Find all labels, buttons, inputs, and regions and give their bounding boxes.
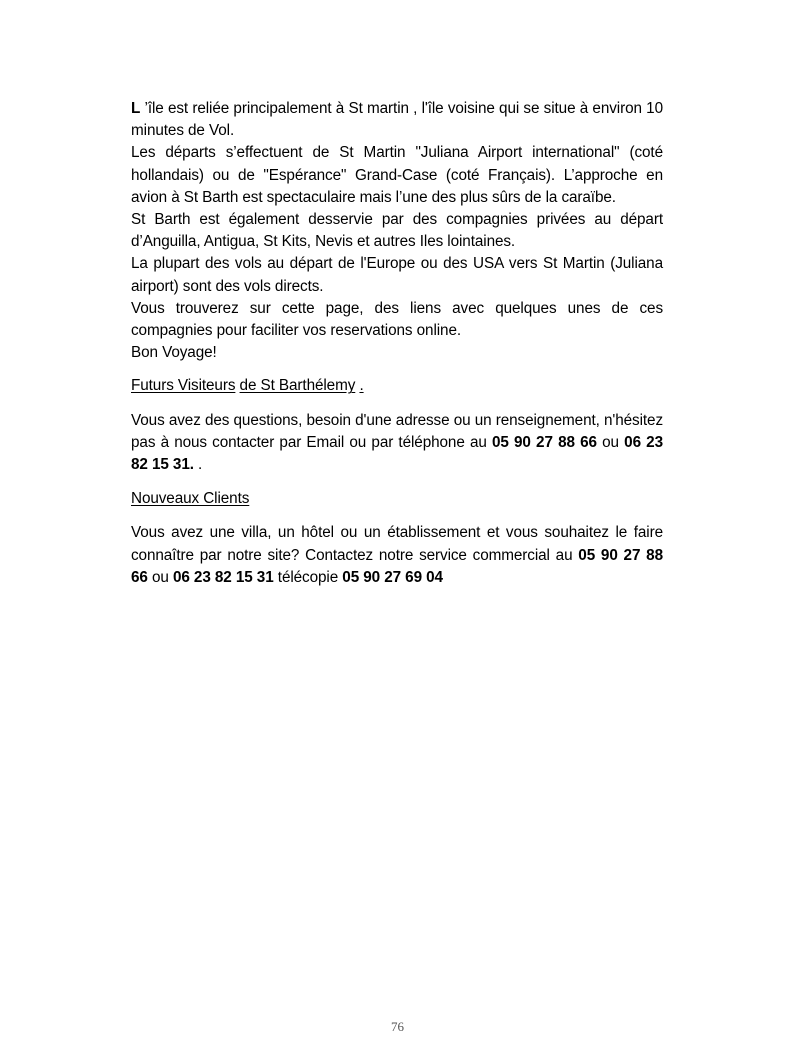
clients-fax: 05 90 27 69 04 — [342, 568, 443, 586]
page-number: 76 — [391, 1019, 404, 1034]
intro-paragraph-6: Bon Voyage! — [131, 344, 217, 362]
st-barthelemy-link[interactable]: de St Barthélemy — [239, 377, 356, 395]
page-content — [131, 98, 663, 589]
clients-fax-label: télécopie — [273, 568, 343, 586]
visitors-heading — [131, 375, 663, 397]
intro-paragraph-2: Les départs s’effectuent de St Martin "Juliana Airport international" (coté hollandais) ou de "Espérance" Grand-Case (coté Français). L’approche en avion à St Barth est spectaculaire mais l’une des plus sûrs de la caraïbe. — [131, 144, 663, 206]
clients-or: ou — [147, 568, 173, 586]
drop-letter: L — [131, 100, 141, 117]
intro-text-1: ’île est reliée principalement à St martin , l'île voisine qui se situe à environ 10 minutes de Vol. — [131, 100, 663, 140]
intro-paragraph-3: St Barth est également desservie par des compagnies privées au départ d’Anguilla, Antigua, St Kits, Nevis et autres Iles lointaines. — [131, 211, 663, 251]
visitors-or: ou — [596, 433, 625, 451]
intro-paragraph-5: Vous trouverez sur cette page, des liens avec quelques unes de ces compagnies pour faciliter vos reservations online. — [131, 299, 663, 340]
clients-paragraph — [131, 522, 663, 589]
clients-phone-2: 06 23 82 15 31 — [172, 568, 274, 586]
intro-paragraph-1 — [131, 98, 663, 142]
clients-text: Vous avez une villa, un hôtel ou un établissement et vous souhaitez le faire connaître par notre site? Contactez notre service commercial au — [131, 524, 663, 564]
intro-section — [131, 98, 663, 364]
visitors-phone-1: 05 90 27 88 66 — [491, 433, 597, 451]
clients-phone-1: 05 90 27 88 66 — [131, 546, 663, 586]
clients-heading — [131, 488, 663, 510]
visitors-phone-2: 06 23 82 15 31. — [131, 433, 663, 474]
nouveaux-clients-link[interactable]: Nouveaux Clients — [131, 490, 250, 508]
visitors-trail: . — [193, 456, 203, 474]
visitors-paragraph — [131, 410, 663, 477]
intro-paragraph-4: La plupart des vols au départ de l'Europe ou des USA vers St Martin (Juliana airport) sont des vols directs. — [131, 255, 663, 295]
visitors-dot-link[interactable]: . — [359, 377, 364, 395]
visitors-text: Vous avez des questions, besoin d'une adresse ou un renseignement, n'hésitez pas à nous contacter par Email ou par téléphone au — [131, 411, 663, 451]
futurs-visiteurs-link[interactable]: Futurs Visiteurs — [131, 377, 236, 395]
